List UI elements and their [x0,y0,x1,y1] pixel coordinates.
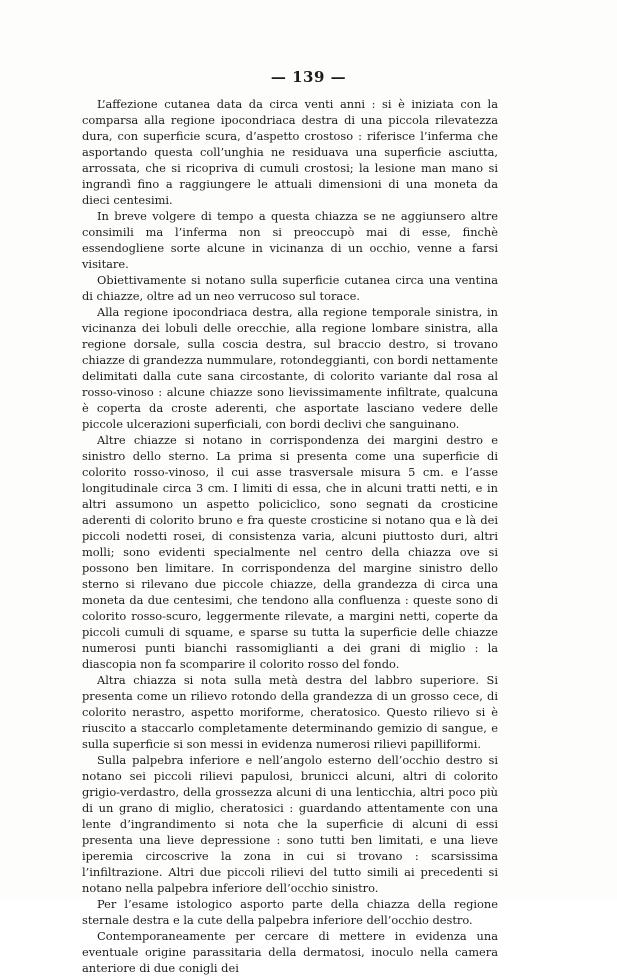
page-number: — 139 — [270,68,347,86]
body-text [82,96,498,976]
paragraph: Alla regione ipocondriaca destra, alla regione temporale sinistra, in vicinanza dei lobuli delle orecchie, alla regione lombare sinistra, alla regione dorsale, sulla coscia destra, sul braccio destro, si trovano chiazze di grandezza nummulare, rotondeggianti, con bordi nettamente delimitati dalla cute sana circostante, di colorito variante dal rosa al rosso-vinoso : alcune chiazze sono lievissimamente infiltrate, qualcuna è coperta da croste aderenti, che asportate lasciano vedere delle piccole ulcerazioni superficiali, con bordi declivi che sanguinano. [82,305,498,431]
paragraph: L’affezione cutanea data da circa venti anni : si è iniziata con la comparsa alla regione ipocondriaca destra di una piccola rilevatezza dura, con superficie scura, d’aspetto crostoso : riferisce l’inferma che asportando questa coll’unghia ne residuava una superficie asciutta, arrossata, che si ricopriva di cumuli crostosi; la lesione man mano si ingrandì fino a raggiungere le attuali dimensioni di una moneta da dieci centesimi. [82,97,498,207]
paragraph: Per l’esame istologico asporto parte della chiazza della regione sternale destra e la cute della palpebra inferiore dell’occhio destro. [82,897,498,927]
paragraph: Contemporaneamente per cercare di mettere in evidenza una eventuale origine parassitaria della dermatosi, inoculo nella camera anteriore di due conigli dei [82,929,498,975]
paragraph: Altre chiazze si notano in corrispondenza dei margini destro e sinistro dello sterno. La prima si presenta come una superficie di colorito rosso-vinoso, il cui asse trasversale misura 5 cm. e l’asse longitudinale circa 3 cm. I limiti di essa, che in alcuni tratti netti, e in altri assumono un aspetto policiclico, sono segnati da crosticine aderenti di colorito bruno e fra queste crosticine si notano qua e là dei piccoli nodetti rosei, di consistenza varia, alcuni piuttosto duri, altri molli; sono evidenti specialmente nel centro della chiazza ove si possono ben limitare. In corrispondenza del margine sinistro dello sterno si rilevano due piccole chiazze, della grandezza di circa una moneta da due centesimi, che tendono alla confluenza : queste sono di colorito rosso-scuro, leggermente rilevate, a margini netti, coperte da piccoli cumuli di squame, e sparse su tutta la superficie delle chiazze numerosi punti bianchi rassomiglianti a dei grani di miglio : la diascopia non fa scomparire il colorito rosso del fondo. [82,433,498,671]
paragraph: Obiettivamente si notano sulla superficie cutanea circa una ventina di chiazze, oltre ad un neo verrucoso sul torace. [82,273,498,303]
paragraph: Sulla palpebra inferiore e nell’angolo esterno dell’occhio destro si notano sei piccoli rilievi papulosi, brunicci alcuni, altri di colorito grigio-verdastro, della grossezza alcuni di una lenticchia, altri poco più di un grano di miglio, cheratosici : guardando attentamente con una lente d’ingrandimento si nota che la superficie di alcuni di essi presenta una lieve depressione : sono tutti ben limitati, e una lieve iperemia circoscrive la zona in cui si trovano : scarsissima l’infiltrazione. Altri due piccoli rilievi del tutto simili ai precedenti si notano nella palpebra inferiore dell’occhio sinistro. [82,753,498,895]
paragraph: Altra chiazza si nota sulla metà destra del labbro superiore. Si presenta come un rilievo rotondo della grandezza di un grosso cece, di colorito nerastro, aspetto moriforme, cheratosico. Questo rilievo si è riuscito a staccarlo completamente determinando gemizio di sangue, e sulla superficie si son messi in evidenza numerosi rilievi papilliformi. [82,673,498,751]
paragraph: In breve volgere di tempo a questa chiazza se ne aggiunsero altre consimili ma l’inferma non si preoccupò mai di esse, finchè essendogliene sorte alcune in vicinanza di un occhio, venne a farsi visitare. [82,209,498,271]
